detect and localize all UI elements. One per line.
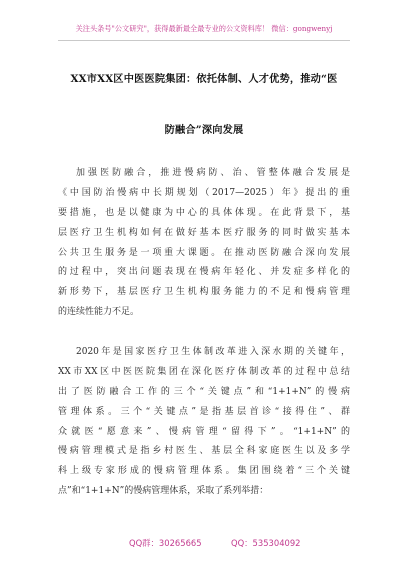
paragraph-line: 科上级专家形成的慢病管理体系。集团围绕着“三个关键 bbox=[58, 466, 350, 477]
paragraph-line: 管理体系。三个“关键点”是指基层首诊“接得住”、群 bbox=[58, 406, 350, 417]
paragraph-line: 2020年是国家医疗卫生体制改革进入深水期的关键年， bbox=[76, 347, 350, 357]
paragraph-line: 众就医“愿意来”、慢病管理“留得下”。“1+1+N”的 bbox=[58, 426, 350, 437]
paragraph-line: 的过程中，突出问题表现在慢病年轻化、并发症多样化的 bbox=[58, 267, 350, 278]
paragraph-line: XX市XX区中医医院集团在深化医疗体制改革的过程中总结 bbox=[58, 366, 350, 377]
body-paragraph-2 bbox=[58, 343, 350, 502]
footer-qq-group: QQ群：30265665 bbox=[129, 538, 202, 548]
paragraph-line: 的连续性能力不足。 bbox=[58, 307, 140, 318]
footer-contact bbox=[0, 536, 408, 550]
paragraph-line: 公共卫生服务是一项重大课题。在推动医防融合深向发展 bbox=[58, 247, 350, 258]
paragraph-line: 层医疗卫生机构如何在做好基本医疗服务的同时做实基本 bbox=[58, 227, 350, 238]
paragraph-line: 出了医防融合工作的三个“关键点”和“1+1+N”的慢病 bbox=[58, 386, 350, 397]
paragraph-line: 新形势下，基层医疗卫生机构服务能力的不足和慢病管理 bbox=[58, 287, 350, 298]
footer-qq-number: QQ：535304092 bbox=[231, 538, 301, 548]
header-banner: 关注头条号"公文研究"，获得最新最全最专业的公文资料库！ 微信：gongwenyj bbox=[75, 24, 333, 33]
paragraph-line: 加强医防融合，推进慢病防、治、管整体融合发展是 bbox=[76, 168, 350, 178]
document-title-line-2: 防融合”深向发展 bbox=[164, 124, 244, 136]
paragraph-line: 《中国防治慢病中长期规划（2017—2025）年》提出的重 bbox=[58, 187, 350, 198]
body-paragraph-1 bbox=[58, 164, 350, 323]
paragraph-line: 点”和“1+1+N”的慢病管理体系，采取了系列举措： bbox=[58, 486, 269, 497]
header-divider bbox=[58, 40, 350, 41]
paragraph-line: 慢病管理模式是指乡村医生、基层全科家庭医生以及多学 bbox=[58, 446, 350, 457]
document-title-line-1: XX市XX区中医医院集团：依托体制、人才优势，推动“医 bbox=[70, 73, 338, 85]
paragraph-line: 要措施，也是以健康为中心的具体体现。在此背景下，基 bbox=[58, 207, 350, 218]
